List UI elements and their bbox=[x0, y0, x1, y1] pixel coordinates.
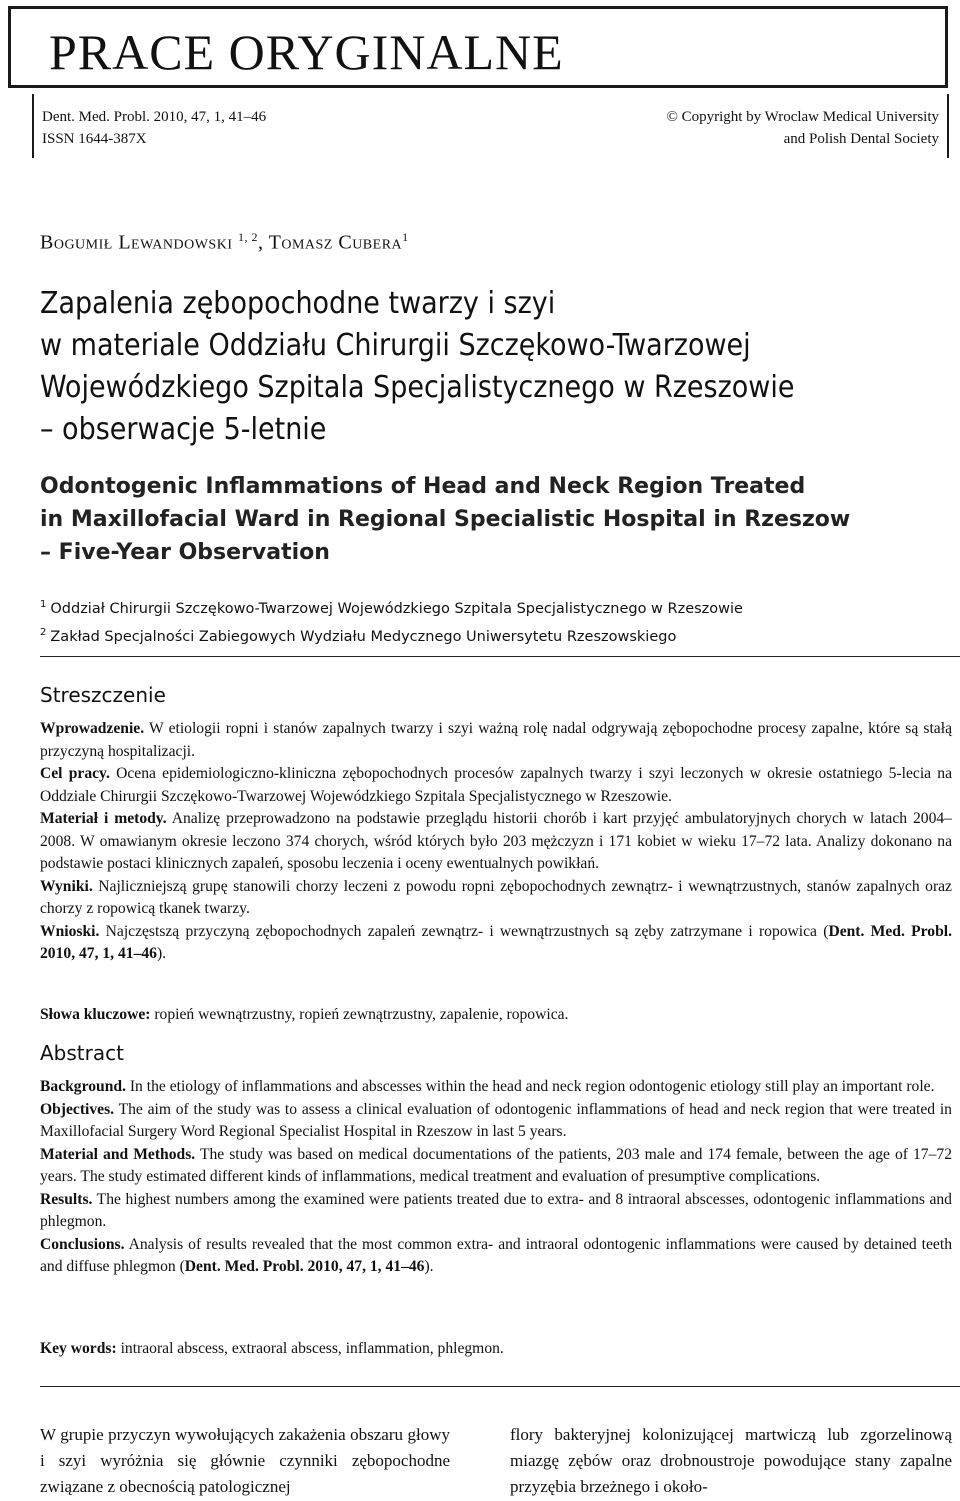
journal-citation bbox=[42, 106, 266, 150]
abstract-section bbox=[40, 1144, 952, 1189]
body-column-left: W grupie przyczyn wywołujących zakażenia obszaru głowy i szyi wyróżnia się głównie czynniki zębopochodne związane z obecnością patologicznej bbox=[40, 1425, 450, 1496]
keywords-label: Słowa kluczowe: bbox=[40, 1006, 151, 1023]
title-english bbox=[40, 470, 940, 569]
author-affiliation-ref: 1 bbox=[402, 230, 409, 244]
journal-meta bbox=[32, 94, 949, 158]
affiliation-text: Oddział Chirurgii Szczękowo-Twarzowej Wojewódzkiego Szpitala Specjalistycznego w Rzeszowie bbox=[50, 600, 743, 617]
section-text: Analizę przeprowadzono na podstawie przeglądu historii chorób i kart przyjęć ambulatoryjnych chorych w latach 2004–2008. W omawianym okresie leczono 374 chorych, wśród których było 203 mężczyzn i 171 kobiet w wieku 17–72 lata. Analizy dokonano na podstawie postaci klinicznych zapaleń, sposobu leczenia i oceny ewentualnych powikłań. bbox=[40, 810, 952, 872]
abstract-section bbox=[40, 1189, 952, 1234]
issn: ISSN 1644-387X bbox=[42, 131, 147, 147]
section-text: ). bbox=[156, 945, 167, 962]
copyright-line-1: © Copyright by Wroclaw Medical University bbox=[666, 109, 939, 125]
section-banner bbox=[8, 6, 948, 88]
author-name: Bogumił Lewandowski bbox=[40, 231, 233, 254]
author-separator: , bbox=[257, 231, 269, 254]
section-text: ). bbox=[424, 1258, 434, 1275]
section-text: W etiologii ropni i stanów zapalnych twarzy i szyi ważną rolę nadal odgrywają zębopochodne procesy zapalne, które są stałą przyczyną hospitalizacji. bbox=[40, 720, 952, 760]
divider bbox=[40, 1386, 960, 1387]
title-line: Zapalenia zębopochodne twarzy i szyi bbox=[40, 286, 556, 321]
section-label: Wyniki. bbox=[40, 877, 93, 895]
streszczenie-body bbox=[40, 718, 952, 966]
keywords-label: Key words: bbox=[40, 1340, 117, 1357]
keywords-en bbox=[40, 1338, 952, 1360]
section-label: Results. bbox=[40, 1190, 93, 1208]
abstract-heading: Abstract bbox=[40, 1041, 124, 1065]
abstract-section bbox=[40, 718, 952, 763]
author-list bbox=[40, 230, 409, 255]
citation: Dent. Med. Probl. 2010, 47, 1, 41–46 bbox=[40, 922, 952, 962]
title-line: w materiale Oddziału Chirurgii Szczękowo-Twarzowej bbox=[40, 328, 751, 363]
abstract-section bbox=[40, 1099, 952, 1144]
author-name: Tomasz Cubera bbox=[268, 231, 403, 254]
affiliation-number: 1 bbox=[40, 599, 47, 610]
abstract-section bbox=[40, 921, 952, 966]
title-line: Odontogenic Inflammations of Head and Neck Region Treated bbox=[40, 474, 806, 499]
affiliation-text: Zakład Specjalności Zabiegowych Wydziału Medycznego Uniwersytetu Rzeszowskiego bbox=[50, 628, 677, 645]
title-polish bbox=[40, 283, 940, 451]
section-text: Najliczniejszą grupę stanowili chorzy leczeni z powodu ropni zębopochodnych zewnątrz- i wewnątrzustnych, stanów zapalnych oraz chorzy z ropowicą tkanek twarzy. bbox=[40, 877, 952, 917]
section-text: In the etiology of inflammations and abscesses within the head and neck region odontogenic etiology still play an important role. bbox=[129, 1078, 935, 1095]
section-label: Cel pracy. bbox=[40, 765, 110, 782]
author-affiliation-ref: 1, 2 bbox=[237, 230, 258, 244]
section-text: Analysis of results revealed that the most common extra- and intraoral odontogenic inflammations were caused by detained teeth and diffuse phlegmon ( bbox=[40, 1235, 952, 1275]
banner-title: PRACE ORYGINALNE bbox=[49, 24, 564, 80]
abstract-body bbox=[40, 1076, 952, 1279]
section-label: Objectives. bbox=[40, 1100, 115, 1118]
title-line: – Five-Year Observation bbox=[40, 540, 330, 565]
abstract-section bbox=[40, 808, 952, 876]
abstract-section bbox=[40, 876, 952, 921]
section-text: Ocena epidemiologiczno-kliniczna zębopochodnych procesów zapalnych twarzy i szyi leczonych w okresie ostatniego 5-lecia na Oddziale Chirurgii Szczękowo-Twarzowej Wojewódzkiego Szpitala Specjalistycznego w Rzeszowie. bbox=[40, 765, 953, 805]
copyright-line-2: and Polish Dental Society bbox=[783, 131, 939, 147]
keywords-text: intraoral abscess, extraoral abscess, inflammation, phlegmon. bbox=[120, 1340, 504, 1357]
affiliations bbox=[40, 593, 743, 649]
section-text: The study was based on medical documentations of the patients, 203 male and 174 female, between the age of 17–72 years. The study estimated different kinds of inflammations, medical treatment and evaluation of presumptive complications. bbox=[40, 1145, 952, 1185]
section-text: Najczęstszą przyczyną zębopochodnych zapaleń zewnątrz- i wewnątrzustnych są zęby zatrzymane i ropowica ( bbox=[105, 922, 829, 940]
journal-line: Dent. Med. Probl. 2010, 47, 1, 41–46 bbox=[42, 109, 267, 125]
copyright bbox=[666, 106, 939, 150]
keywords-text: ropień wewnątrzustny, ropień zewnątrzustny, zapalenie, ropowica. bbox=[154, 1006, 569, 1023]
affiliation-item bbox=[40, 593, 743, 621]
section-label: Material and Methods. bbox=[40, 1145, 196, 1163]
affiliation-item bbox=[40, 621, 743, 649]
title-line: – obserwacje 5-letnie bbox=[40, 412, 327, 447]
abstract-section bbox=[40, 763, 952, 808]
section-text: The highest numbers among the examined were patients treated due to extra- and 8 intraoral abscesses, odontogenic inflammations and phlegmon. bbox=[40, 1190, 952, 1230]
section-text: The aim of the study was to assess a clinical evaluation of odontogenic inflammations of head and neck region that were treated in Maxillofacial Surgery Word Regional Specialist Hospital in Rzeszow in last 5 years. bbox=[40, 1100, 952, 1140]
section-label: Conclusions. bbox=[40, 1235, 125, 1253]
abstract-section bbox=[40, 1234, 952, 1279]
streszczenie-heading: Streszczenie bbox=[40, 683, 166, 707]
title-line: Wojewódzkiego Szpitala Specjalistycznego w Rzeszowie bbox=[40, 370, 795, 405]
body-column-right: flory bakteryjnej kolonizującej martwiczą lub zgorzelinową miazgę zębów oraz drobnoustroje powodujące stany zapalne przyzębia brzeżnego i około- bbox=[510, 1425, 952, 1496]
title-line: in Maxillofacial Ward in Regional Specialistic Hospital in Rzeszow bbox=[40, 507, 851, 532]
section-label: Background. bbox=[40, 1078, 126, 1095]
section-label: Wnioski. bbox=[40, 922, 100, 940]
section-label: Wprowadzenie. bbox=[40, 720, 145, 737]
affiliation-number: 2 bbox=[40, 626, 47, 638]
abstract-section bbox=[40, 1076, 952, 1099]
divider bbox=[40, 656, 960, 657]
section-label: Materiał i metody. bbox=[40, 810, 167, 827]
keywords-pl bbox=[40, 1004, 952, 1026]
citation: Dent. Med. Probl. 2010, 47, 1, 41–46 bbox=[184, 1258, 425, 1275]
